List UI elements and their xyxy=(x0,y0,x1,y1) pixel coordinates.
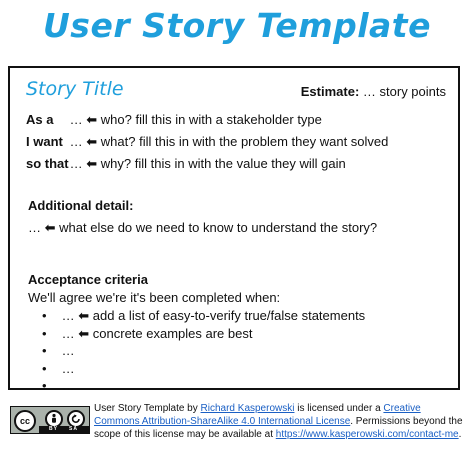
arrow-left-icon: ⬅ xyxy=(78,325,90,341)
arrow-left-icon: ⬅ xyxy=(78,308,90,323)
ellipsis: … xyxy=(69,112,83,127)
bullet-text: concrete examples are best xyxy=(92,325,253,341)
bullet-icon: • xyxy=(42,378,47,393)
license-part: . xyxy=(458,429,462,440)
additional-text: what else do we need to know to understand the story? xyxy=(59,220,378,235)
ellipsis: … xyxy=(61,325,75,341)
license-link[interactable]: Creative Commons Attribution-ShareAlike 4.0 International License xyxy=(94,403,421,427)
row-text: why? fill this in with the value they will gain xyxy=(100,156,346,171)
story-card xyxy=(8,66,460,393)
bullet-text: add a list of easy-to-verify true/false statements xyxy=(92,308,366,323)
contact-link[interactable]: https://www.kasperowski.com/contact-me xyxy=(275,429,459,440)
list-item xyxy=(42,308,365,326)
arrow-left-icon: ⬅ xyxy=(86,156,98,171)
license-footer xyxy=(8,402,468,448)
additional-detail-text xyxy=(28,220,377,236)
story-title: Story Title xyxy=(26,78,124,100)
acceptance-criteria-heading: Acceptance criteria xyxy=(28,272,148,287)
list-item xyxy=(42,343,365,361)
badge-sa-text: SA xyxy=(69,426,78,432)
row-label: I want xyxy=(26,134,63,149)
bullet-icon: • xyxy=(42,325,47,341)
estimate-label: Estimate: xyxy=(300,84,360,99)
estimate xyxy=(301,84,446,99)
list-item xyxy=(42,326,365,344)
estimate-value: … story points xyxy=(362,84,446,99)
acceptance-list xyxy=(42,308,365,396)
list-item xyxy=(42,361,365,379)
ellipsis: … xyxy=(61,360,75,376)
cc-icon: cc xyxy=(14,410,36,432)
license-part: User Story Template by xyxy=(94,403,201,414)
list-item xyxy=(42,378,365,396)
ellipsis: … xyxy=(61,308,75,323)
license-part: . Permissions beyond the scope of this license may be available at xyxy=(94,416,463,440)
arrow-left-icon: ⬅ xyxy=(44,220,56,235)
badge-by-text: BY xyxy=(49,426,58,432)
row-so-that xyxy=(26,156,346,172)
bullet-icon: • xyxy=(42,360,47,376)
ellipsis: … xyxy=(69,156,83,171)
ellipsis: … xyxy=(28,220,41,235)
cc-by-sa-badge xyxy=(10,406,90,434)
acceptance-intro: We'll agree we're it's been completed when: xyxy=(28,290,281,305)
row-text: who? fill this in with a stakeholder type xyxy=(100,112,322,127)
additional-detail-heading: Additional detail: xyxy=(28,198,134,213)
row-text: what? fill this in with the problem they want solved xyxy=(100,134,389,149)
ellipsis: … xyxy=(61,378,75,393)
row-label: As a xyxy=(26,112,54,127)
row-i-want xyxy=(26,134,388,150)
ellipsis: … xyxy=(69,134,83,149)
row-as-a xyxy=(26,112,322,128)
bullet-icon: • xyxy=(42,308,47,323)
license-part: is licensed under a xyxy=(294,403,384,414)
page-title: User Story Template xyxy=(43,6,431,45)
badge-strip xyxy=(39,426,89,433)
arrow-left-icon: ⬅ xyxy=(86,134,98,149)
author-link[interactable]: Richard Kasperowski xyxy=(200,403,295,414)
license-text xyxy=(94,402,466,441)
bullet-icon: • xyxy=(42,343,47,358)
arrow-left-icon: ⬅ xyxy=(86,112,98,127)
row-label: so that xyxy=(26,156,69,171)
ellipsis: … xyxy=(61,343,75,358)
